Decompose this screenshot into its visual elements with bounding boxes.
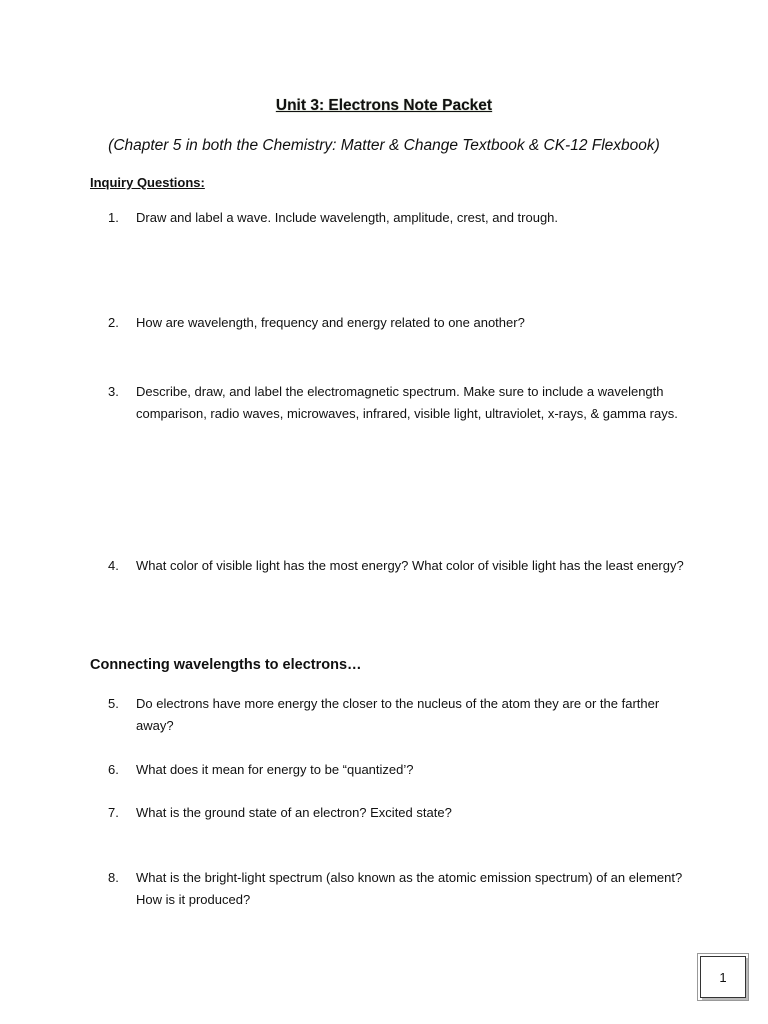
page-title-text: Unit 3: Electrons Note Packet (275, 97, 493, 114)
question-text: Draw and label a wave. Include wavelength, amplitude, crest, and trough. (136, 210, 559, 225)
page-number: 1 (719, 969, 727, 985)
question-text: What color of visible light has the most energy? What color of visible light has the least energy? (136, 558, 684, 573)
question-number: 3. (108, 384, 119, 399)
question-text: How are wavelength, frequency and energy related to one another? (136, 315, 525, 330)
question-number: 5. (108, 696, 119, 711)
question-item-6 (108, 759, 688, 781)
page-title (0, 96, 768, 116)
question-item-4 (108, 555, 688, 577)
question-number: 2. (108, 315, 119, 330)
question-item-1 (108, 207, 688, 229)
question-number: 1. (108, 210, 119, 225)
question-text: What is the bright-light spectrum (also known as the atomic emission spectrum) of an element? How is it produced? (136, 870, 683, 907)
page-number-box (700, 956, 746, 998)
inquiry-questions-heading: Inquiry Questions: (90, 175, 205, 190)
question-item-5 (108, 693, 688, 737)
question-text: Do electrons have more energy the closer to the nucleus of the atom they are or the farther away? (136, 696, 660, 733)
question-item-2 (108, 312, 688, 334)
question-item-3 (108, 381, 688, 425)
question-item-8 (108, 867, 688, 911)
question-text: What does it mean for energy to be “quantized’? (136, 762, 414, 777)
question-item-7 (108, 802, 688, 824)
question-text: Describe, draw, and label the electromagnetic spectrum. Make sure to include a wavelength comparison, radio waves, microwaves, infrared, visible light, ultraviolet, x-rays, & gamma rays. (136, 384, 678, 421)
question-number: 8. (108, 870, 119, 885)
question-text: What is the ground state of an electron? Excited state? (136, 805, 452, 820)
page-subtitle: (Chapter 5 in both the Chemistry: Matter & Change Textbook & CK-12 Flexbook) (108, 137, 660, 154)
question-number: 6. (108, 762, 119, 777)
question-number: 7. (108, 805, 119, 820)
connecting-wavelengths-heading: Connecting wavelengths to electrons… (90, 657, 362, 673)
question-number: 4. (108, 558, 119, 573)
